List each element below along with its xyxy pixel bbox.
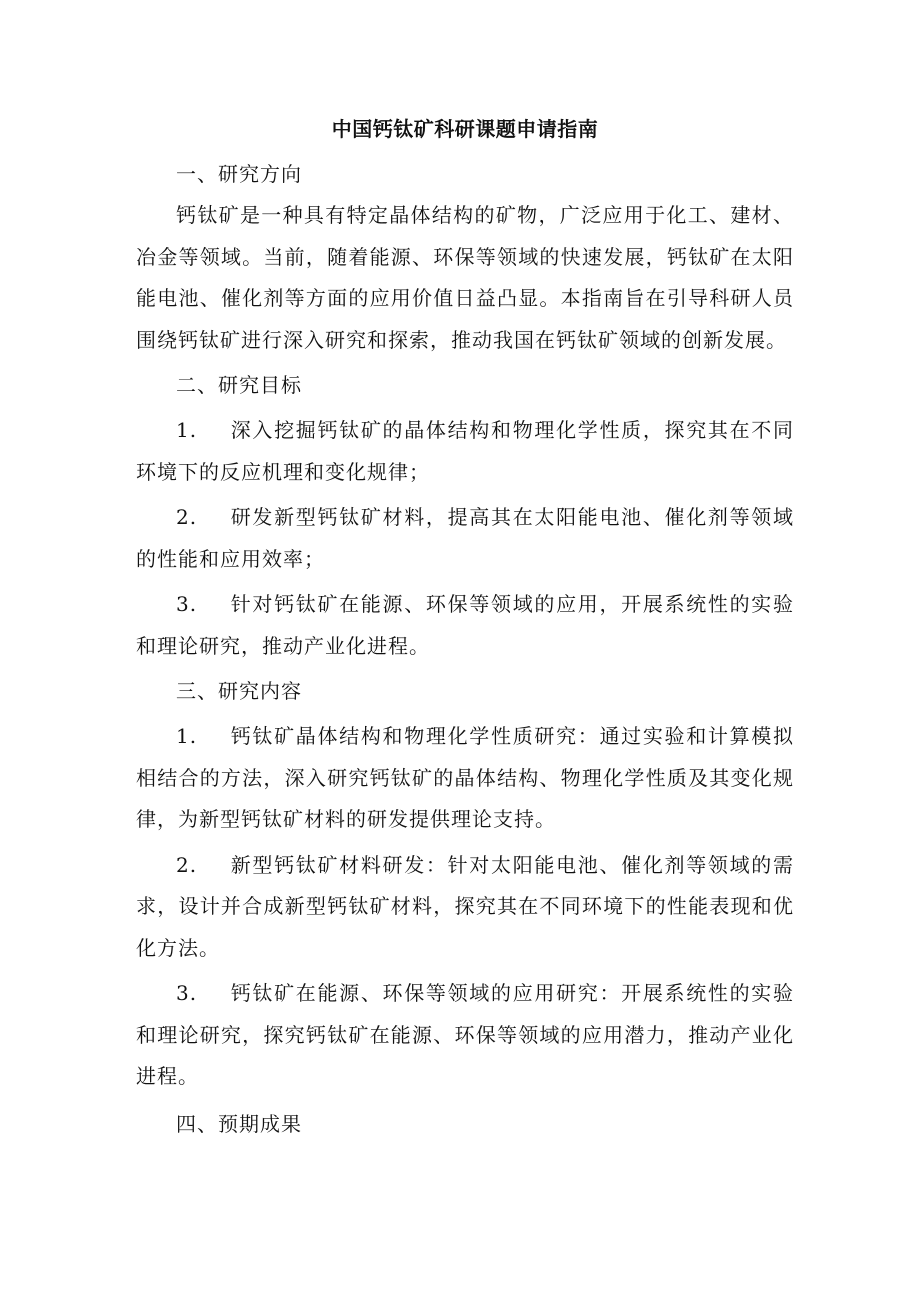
list-item [136, 973, 794, 1098]
list-item [136, 716, 794, 841]
section-heading-1: 一、研究方向 [176, 162, 302, 186]
section-heading-3: 三、研究内容 [176, 679, 302, 703]
list-item-text: 研发新型钙钛矿材料，提高其在太阳能电池、催化剂等领域的性能和应用效率； [136, 505, 794, 571]
list-item-text: 针对钙钛矿在能源、环保等领域的应用，开展系统性的实验和理论研究，推动产业化进程。 [136, 592, 794, 658]
section-heading-4: 四、预期成果 [176, 1111, 302, 1136]
document-title: 中国钙钛矿科研课题申请指南 [331, 117, 599, 141]
list-item-number: 2. [176, 505, 198, 529]
list-item [136, 845, 794, 970]
list-item [136, 584, 794, 667]
list-item [136, 497, 794, 580]
list-item-text: 钙钛矿晶体结构和物理化学性质研究：通过实验和计算模拟相结合的方法，深入研究钙钛矿的晶体结构、物理化学性质及其变化规律，为新型钙钛矿材料的研发提供理论支持。 [136, 724, 794, 831]
list-item-text: 新型钙钛矿材料研发：针对太阳能电池、催化剂等领域的需求，设计并合成新型钙钛矿材料，探究其在不同环境下的性能表现和优化方法。 [136, 852, 794, 960]
list-item-text: 深入挖掘钙钛矿的晶体结构和物理化学性质，探究其在不同环境下的反应机理和变化规律； [136, 418, 794, 484]
section-heading-2: 二、研究目标 [176, 373, 302, 397]
list-item-number: 1. [176, 724, 198, 748]
section-paragraph-1: 钙钛矿是一种具有特定晶体结构的矿物，广泛应用于化工、建材、冶金等领域。当前，随着能源、环保等领域的快速发展，钙钛矿在太阳能电池、催化剂等方面的应用价值日益凸显。本指南旨在引导科研人员围绕钙钛矿进行深入研究和探索，推动我国在钙钛矿领域的创新发展。 [136, 203, 794, 352]
list-item [136, 410, 794, 493]
list-item-number: 3. [176, 981, 198, 1005]
list-item-number: 1. [176, 418, 198, 442]
list-item-number: 2. [176, 852, 198, 877]
list-item-text: 钙钛矿在能源、环保等领域的应用研究：开展系统性的实验和理论研究，探究钙钛矿在能源、环保等领域的应用潜力，推动产业化进程。 [136, 981, 794, 1088]
list-item-number: 3. [176, 592, 198, 616]
